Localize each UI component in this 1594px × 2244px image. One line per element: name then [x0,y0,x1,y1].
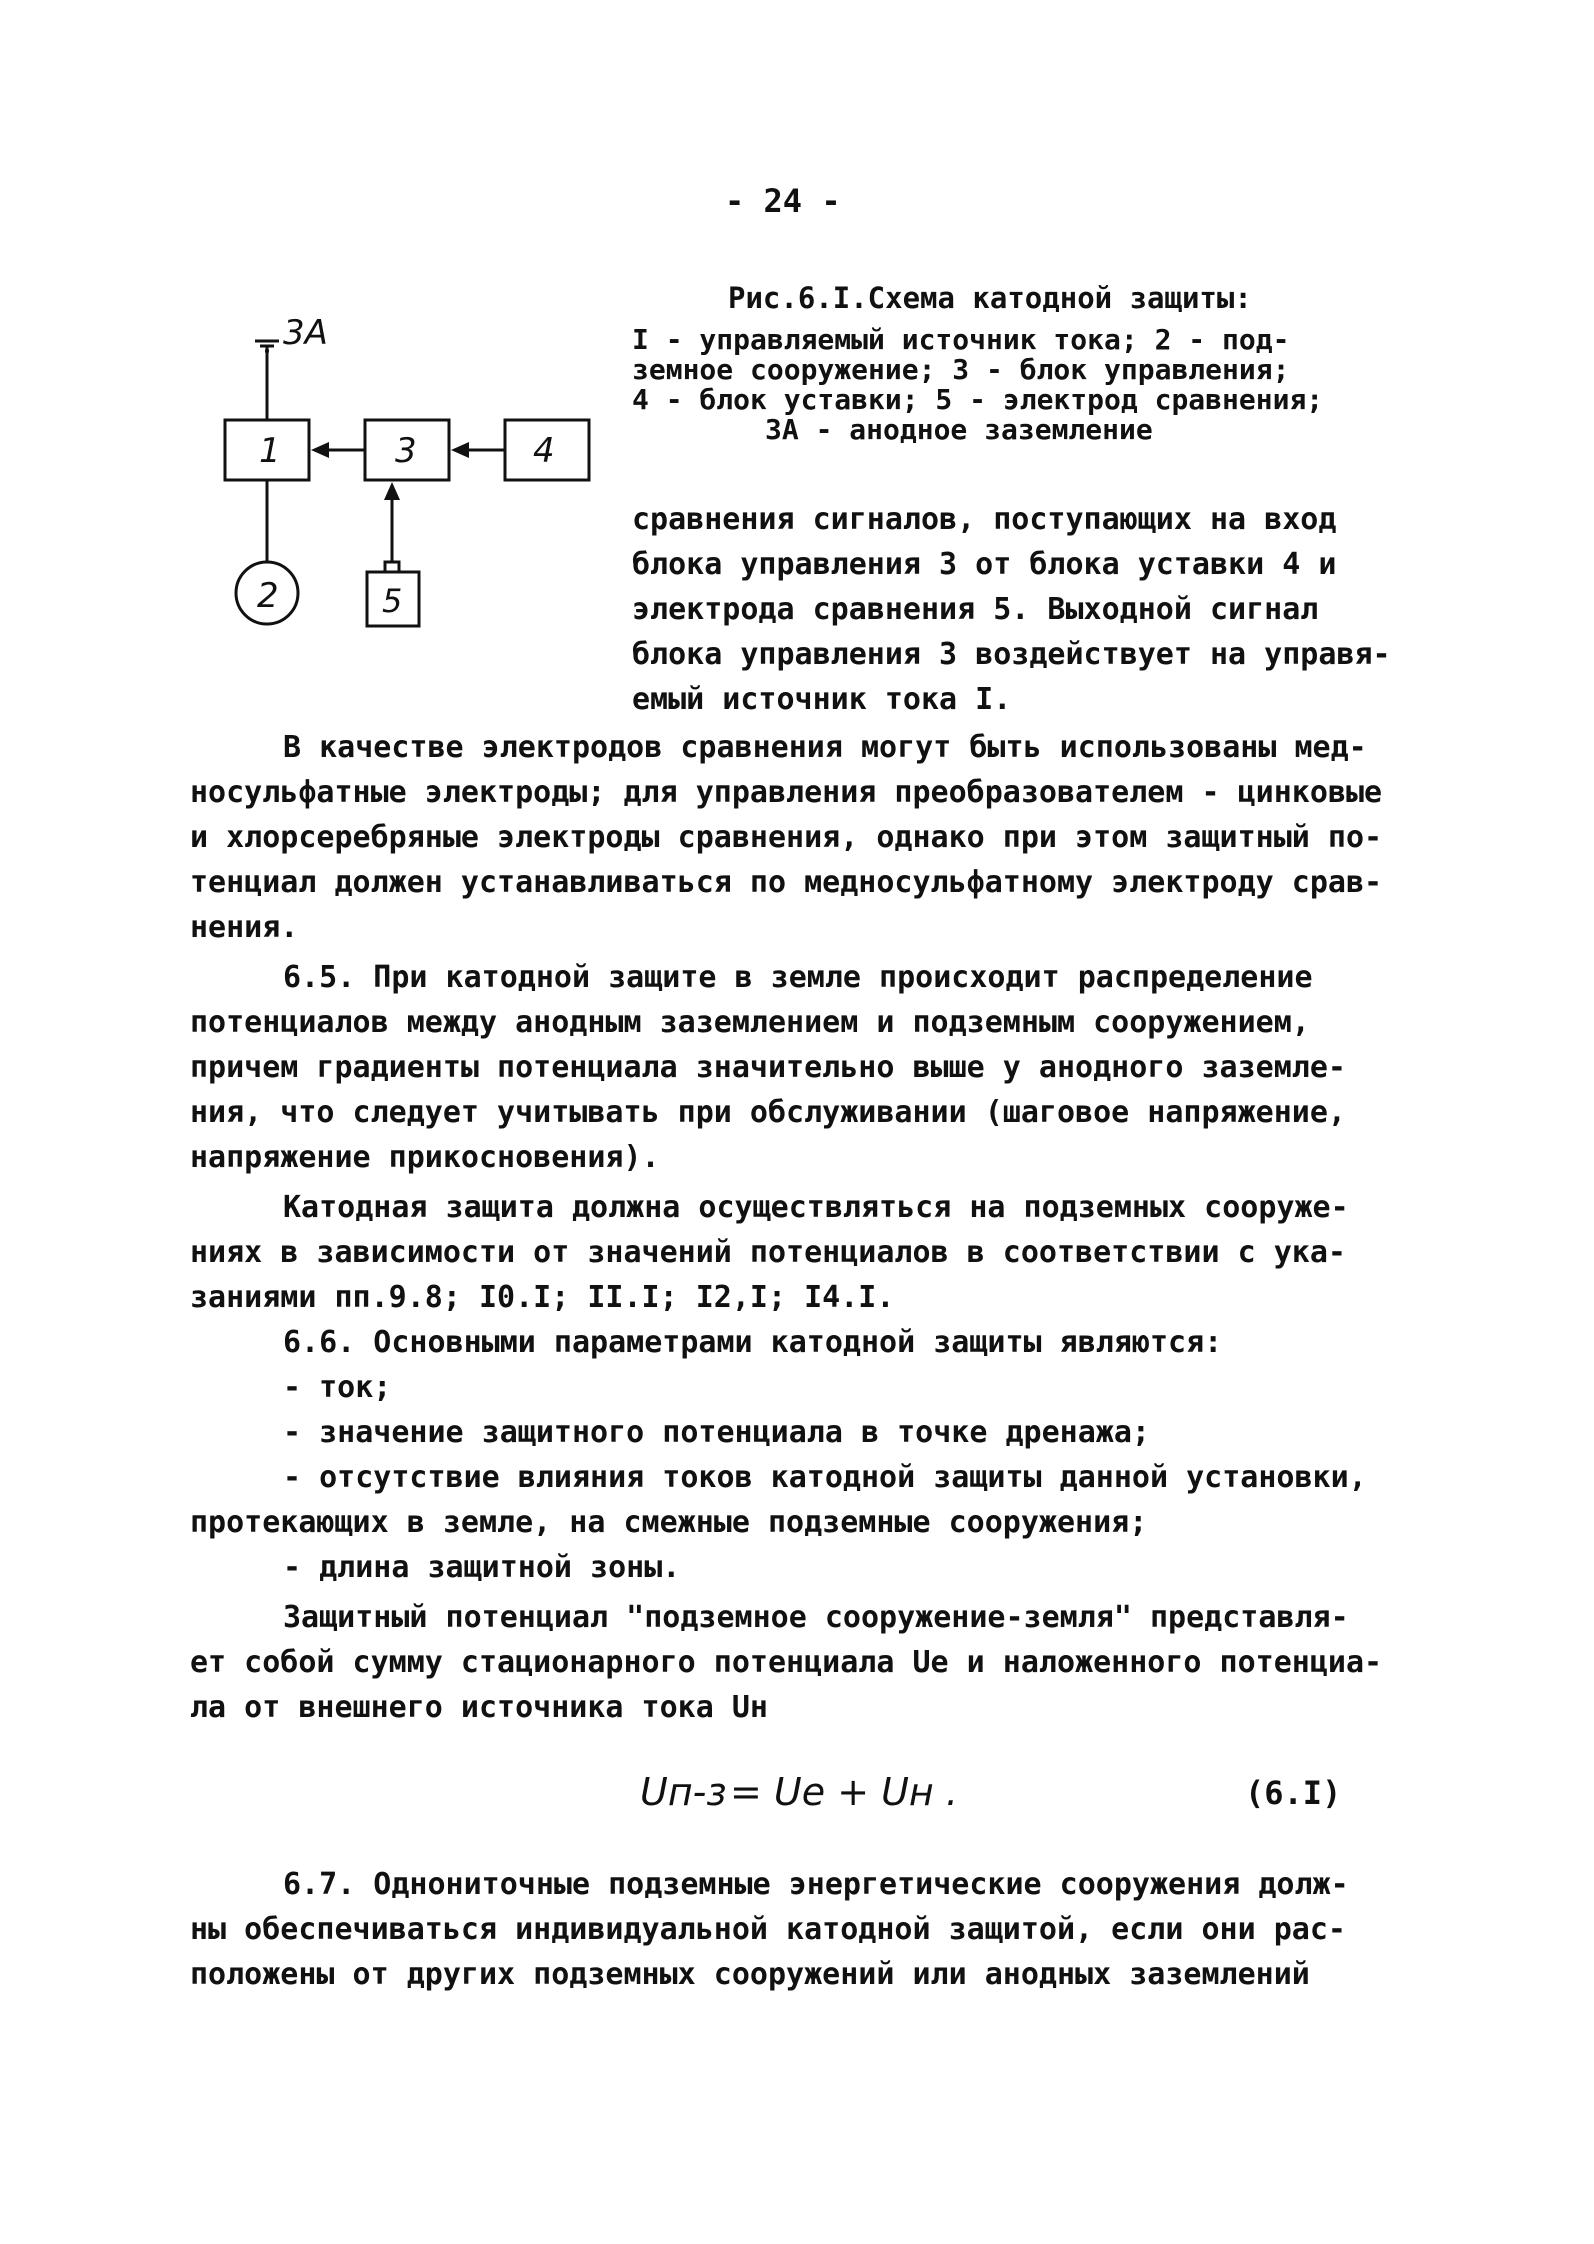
formula-number: (6.I) [1245,1774,1342,1812]
formula-lhs: Uп-з [640,1770,727,1814]
paragraph-line: заниями пп.9.8; I0.I; II.I; I2,I; I4.I. [190,1280,895,1315]
figure-caption-line: I - управляемый источник тока; 2 - под- [632,323,1290,356]
paragraph-line: причем градиенты потенциала значительно выше у анодного заземле- [190,1050,1346,1085]
paragraph-line: ла от внешнего источника тока Uн [190,1690,768,1725]
block-1-label: 1 [259,431,281,471]
paragraph-line: блока управления 3 от блока уставки 4 и [632,547,1337,582]
page-number: - 24 - [725,182,841,220]
block-4-label: 4 [533,431,555,471]
paragraph-line: ния, что следует учитывать при обслуживании (шаговое напряжение, [190,1095,1346,1130]
paragraph-line: 6.5. При катодной защите в земле происходит распределение [283,960,1313,995]
figure-caption-title: Рис.6.I.Схема катодной защиты: [728,281,1252,315]
paragraph-line: потенциалов между анодным заземлением и подземным сооружением, [190,1005,1310,1040]
paragraph-line: сравнения сигналов, поступающих на вход [632,502,1337,537]
paragraph-line: блока управления 3 воздействует на управя- [632,637,1391,672]
paragraph-line: В качестве электродов сравнения могут быть использованы мед- [283,730,1367,765]
figure-caption-line: 4 - блок уставки; 5 - электрод сравнения; [632,383,1324,416]
paragraph-line: напряжение прикосновения). [190,1140,660,1175]
paragraph-line: Защитный потенциал "подземное сооружение-земля" представля- [283,1600,1349,1635]
paragraph-line: емый источник тока I. [632,682,1012,717]
block-3-label: 3 [395,431,417,471]
paragraph-line: 6.6. Основными параметрами катодной защиты являются: [283,1325,1223,1360]
figure-caption-line: земное сооружение; 3 - блок управления; [632,353,1290,386]
paragraph-line: Катодная защита должна осуществляться на подземных сооруже- [283,1190,1349,1225]
formula-rhs: = Uе + Uн . [730,1770,958,1814]
block-5-label: 5 [382,582,403,620]
arrow-3-to-1-head [311,442,329,458]
paragraph-line: ниях в зависимости от значений потенциалов в соответствии с ука- [190,1235,1346,1270]
list-item: - длина защитной зоны. [283,1550,681,1585]
paragraph-line: положены от других подземных сооружений или анодных заземлений [190,1957,1310,1992]
paragraph-line: нения. [190,910,299,945]
paragraph-line: 6.7. Однониточные подземные энергетические сооружения долж- [283,1867,1349,1902]
list-item: - ток; [283,1370,392,1405]
paragraph-line: тенциал должен устанавливаться по медносульфатному электроду срав- [190,865,1383,900]
paragraph-line: ны обеспечиваться индивидуальной катодной защитой, если они рас- [190,1912,1346,1947]
arrow-5-to-3-head [384,482,400,500]
paragraph-line: и хлорсеребряные электроды сравнения, однако при этом защитный по- [190,820,1383,855]
arrow-4-to-3-head [451,442,469,458]
circle-2-label: 2 [257,576,279,616]
list-item: - отсутствие влияния токов катодной защиты данной установки, [283,1460,1367,1495]
cathodic-protection-schematic [215,310,605,650]
paragraph-line: ет собой сумму стационарного потенциала Uе и наложенного потенциа- [190,1645,1383,1680]
list-item: - значение защитного потенциала в точке дренажа; [283,1415,1150,1450]
figure-caption-line: 3А - анодное заземление [765,413,1153,446]
paragraph-line: электрода сравнения 5. Выходной сигнал [632,592,1319,627]
list-item: протекающих в земле, на смежные подземные сооружения; [190,1505,1148,1540]
ground-label: 3А [283,313,328,353]
paragraph-line: носульфатные электроды; для управления преобразователем - цинковые [190,775,1383,810]
